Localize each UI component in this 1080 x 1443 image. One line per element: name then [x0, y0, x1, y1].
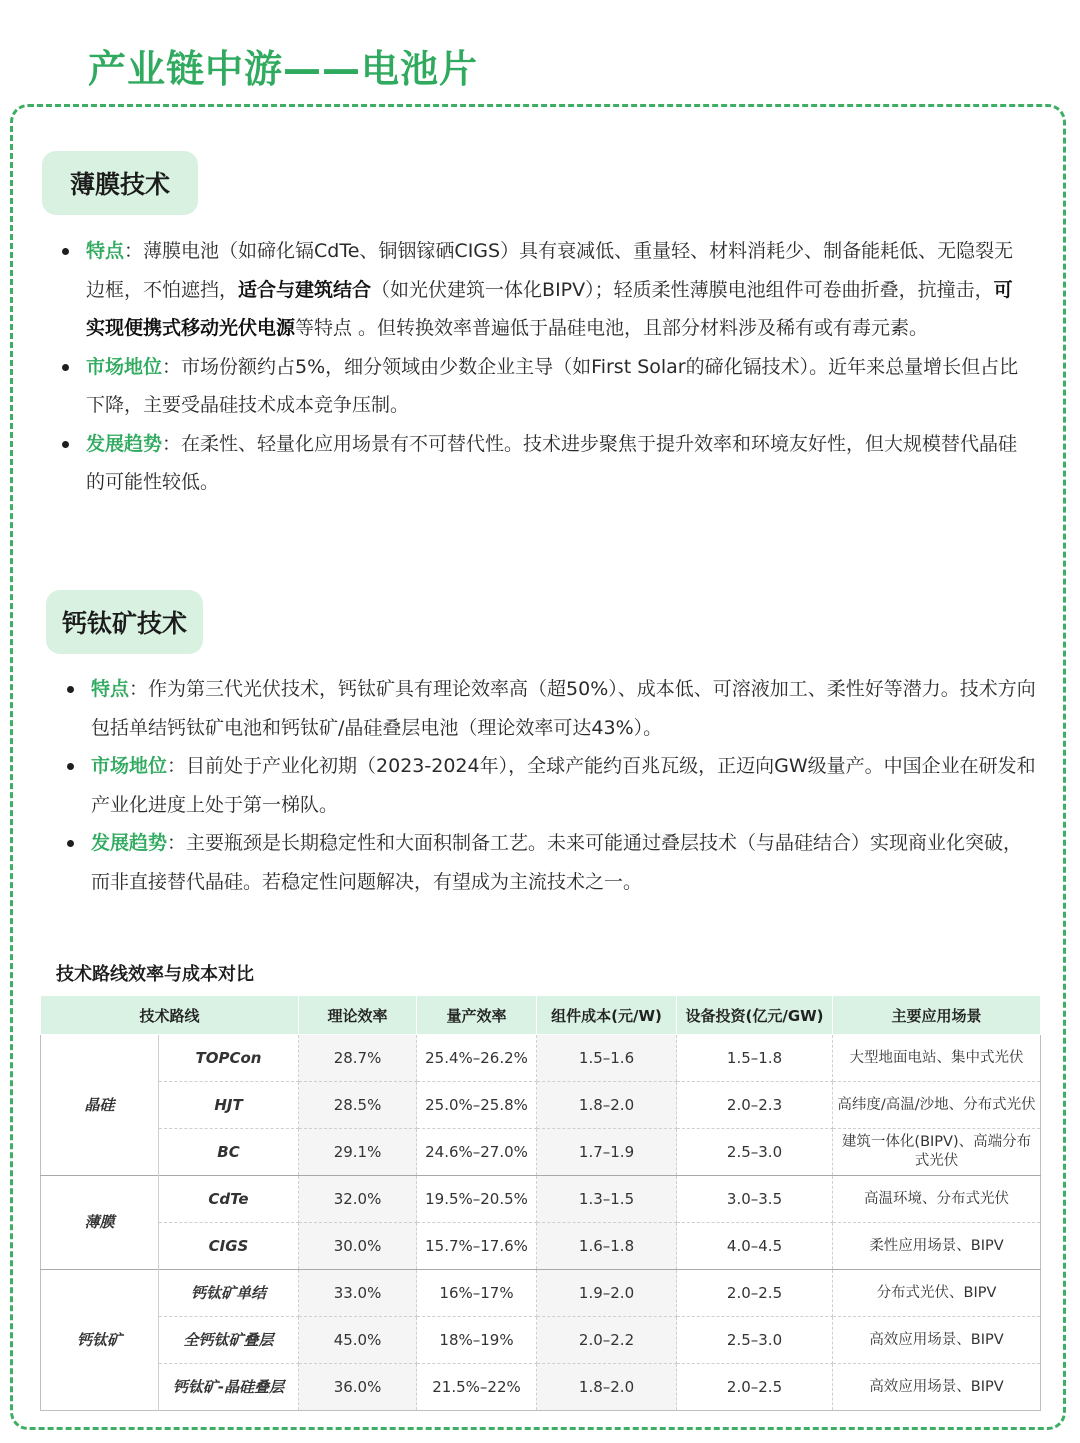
bullet-text: 目前处于产业化初期（2023-2024年），全球产能约百兆瓦级，正迈向GW级量产。中国企业在研发和产业化进度上处于第一梯队。	[91, 755, 1036, 816]
module-cost-cell: 1.3–1.5	[537, 1176, 677, 1223]
production-efficiency-cell: 18%–19%	[417, 1317, 537, 1364]
bullet-emphasis: 适合与建筑结合	[238, 278, 372, 301]
table-title: 技术路线效率与成本对比	[56, 964, 254, 985]
bullet-text: 作为第三代光伏技术，钙钛矿具有理论效率高（超50%）、成本低、可溶液加工、柔性好等潜力。技术方向包括单结钙钛矿电池和钙钛矿/晶硅叠层电池（理论效率可达43%）。	[91, 678, 1036, 739]
production-efficiency-cell: 16%–17%	[417, 1270, 537, 1317]
route-cell: 钙钛矿-晶硅叠层	[159, 1364, 299, 1411]
table-header-row	[41, 996, 1041, 1035]
module-cost-cell: 1.9–2.0	[537, 1270, 677, 1317]
header-production-efficiency: 量产效率	[417, 996, 537, 1035]
scenario-cell: 高效应用场景、BIPV	[833, 1364, 1041, 1411]
table-row	[41, 1364, 1041, 1411]
equipment-investment-cell: 1.5–1.8	[677, 1035, 833, 1082]
route-cell: BC	[159, 1129, 299, 1176]
equipment-investment-cell: 2.0–2.3	[677, 1082, 833, 1129]
equipment-investment-cell: 2.0–2.5	[677, 1270, 833, 1317]
production-efficiency-cell: 24.6%–27.0%	[417, 1129, 537, 1176]
theoretical-efficiency-cell: 29.1%	[299, 1129, 417, 1176]
bullet-text: 等特点 。但转换效率普遍低于晶硅电池，且部分材料涉及稀有或有毒元素。	[295, 317, 929, 339]
bullet-item: 特点：薄膜电池（如碲化镉CdTe、铜铟镓硒CIGS）具有衰减低、重量轻、材料消耗少、制备能耗低、无隐裂无边框，不怕遮挡，适合与建筑结合（如光伏建筑一体化BIPV）；轻质柔性薄膜电池组件可卷曲折叠，抗撞击，可实现便携式移动光伏电源等特点 。但转换效率普遍低于晶硅电池，且部分材料涉及稀有或有毒元素。	[62, 232, 1024, 348]
scenario-cell: 高效应用场景、BIPV	[833, 1317, 1041, 1364]
group-cell: 钙钛矿	[41, 1270, 159, 1411]
module-cost-cell: 2.0–2.2	[537, 1317, 677, 1364]
bullet-text: 薄膜电池（如碲化镉CdTe、铜铟镓硒CIGS）具有衰减低、重量轻、材料消耗少、制备能耗低、无隐裂无边框，不怕遮挡，	[86, 240, 1014, 301]
theoretical-efficiency-cell: 33.0%	[299, 1270, 417, 1317]
bullet-label: 特点	[86, 240, 125, 262]
bullet-text: （如光伏建筑一体化BIPV）；轻质柔性薄膜电池组件可卷曲折叠，抗撞击，	[371, 278, 994, 301]
module-cost-cell: 1.5–1.6	[537, 1035, 677, 1082]
production-efficiency-cell: 15.7%–17.6%	[417, 1223, 537, 1270]
bullet-label: 发展趋势	[86, 432, 163, 455]
equipment-investment-cell: 2.0–2.5	[677, 1364, 833, 1411]
group-cell: 晶硅	[41, 1035, 159, 1176]
theoretical-efficiency-cell: 36.0%	[299, 1364, 417, 1411]
equipment-investment-cell: 2.5–3.0	[677, 1317, 833, 1364]
header-equipment-investment: 设备投资(亿元/GW)	[677, 996, 833, 1035]
theoretical-efficiency-cell: 30.0%	[299, 1223, 417, 1270]
theoretical-efficiency-cell: 28.7%	[299, 1035, 417, 1082]
table-row	[41, 1176, 1041, 1223]
header-route: 技术路线	[41, 996, 299, 1035]
equipment-investment-cell: 3.0–3.5	[677, 1176, 833, 1223]
production-efficiency-cell: 25.4%–26.2%	[417, 1035, 537, 1082]
group-cell: 薄膜	[41, 1176, 159, 1270]
bullet-text: 市场份额约占5%，细分领域由少数企业主导（如First Solar的碲化镉技术）。近年来总量增长但占比下降，主要受晶硅技术成本竞争压制。	[86, 355, 1019, 416]
route-cell: CIGS	[159, 1223, 299, 1270]
production-efficiency-cell: 21.5%–22%	[417, 1364, 537, 1411]
theoretical-efficiency-cell: 45.0%	[299, 1317, 417, 1364]
bullet-item: 特点：作为第三代光伏技术，钙钛矿具有理论效率高（超50%）、成本低、可溶液加工、柔性好等潜力。技术方向包括单结钙钛矿电池和钙钛矿/晶硅叠层电池（理论效率可达43%）。	[67, 670, 1037, 747]
equipment-investment-cell: 2.5–3.0	[677, 1129, 833, 1176]
route-cell: 钙钛矿单结	[159, 1270, 299, 1317]
table-row	[41, 1129, 1041, 1176]
route-cell: 全钙钛矿叠层	[159, 1317, 299, 1364]
bullet-text: 在柔性、轻量化应用场景有不可替代性。技术进步聚焦于提升效率和环境友好性，但大规模替代晶硅的可能性较低。	[86, 432, 1018, 493]
equipment-investment-cell: 4.0–4.5	[677, 1223, 833, 1270]
section-tag-perovskite: 钙钛矿技术	[46, 590, 203, 654]
bullet-item: 市场地位：市场份额约占5%，细分领域由少数企业主导（如First Solar的碲化镉技术）。近年来总量增长但占比下降，主要受晶硅技术成本竞争压制。	[62, 348, 1024, 425]
table-row	[41, 1035, 1041, 1082]
page-title: 产业链中游——电池片	[88, 47, 479, 91]
bullet-item: 市场地位：目前处于产业化初期（2023-2024年），全球产能约百兆瓦级，正迈向GW级量产。中国企业在研发和产业化进度上处于第一梯队。	[67, 747, 1037, 824]
bullet-label: 特点	[91, 678, 130, 700]
bullet-label: 市场地位	[86, 355, 163, 378]
header-application-scenario: 主要应用场景	[833, 996, 1041, 1035]
bullet-emphasis: 可实现便携式移动光伏电源	[86, 278, 1013, 339]
module-cost-cell: 1.8–2.0	[537, 1364, 677, 1411]
section-tag-thin-film: 薄膜技术	[42, 151, 198, 215]
module-cost-cell: 1.7–1.9	[537, 1129, 677, 1176]
route-cell: TOPCon	[159, 1035, 299, 1082]
scenario-cell: 柔性应用场景、BIPV	[833, 1223, 1041, 1270]
thin-film-bullet-list	[62, 232, 1024, 502]
route-cell: CdTe	[159, 1176, 299, 1223]
theoretical-efficiency-cell: 32.0%	[299, 1176, 417, 1223]
production-efficiency-cell: 25.0%–25.8%	[417, 1082, 537, 1129]
perovskite-bullet-list	[67, 670, 1037, 901]
header-theoretical-efficiency: 理论效率	[299, 996, 417, 1035]
table-row	[41, 1223, 1041, 1270]
module-cost-cell: 1.8–2.0	[537, 1082, 677, 1129]
scenario-cell: 分布式光伏、BIPV	[833, 1270, 1041, 1317]
table-row	[41, 1270, 1041, 1317]
scenario-cell: 建筑一体化(BIPV)、高端分布式光伏	[833, 1129, 1041, 1176]
table-row	[41, 1082, 1041, 1129]
table-row	[41, 1317, 1041, 1364]
bullet-item: 发展趋势：主要瓶颈是长期稳定性和大面积制备工艺。未来可能通过叠层技术（与晶硅结合）实现商业化突破，而非直接替代晶硅。若稳定性问题解决，有望成为主流技术之一。	[67, 824, 1037, 901]
scenario-cell: 高纬度/高温/沙地、分布式光伏	[833, 1082, 1041, 1129]
route-cell: HJT	[159, 1082, 299, 1129]
module-cost-cell: 1.6–1.8	[537, 1223, 677, 1270]
bullet-label: 市场地位	[91, 755, 168, 777]
header-module-cost: 组件成本(元/W)	[537, 996, 677, 1035]
bullet-item: 发展趋势：在柔性、轻量化应用场景有不可替代性。技术进步聚焦于提升效率和环境友好性，但大规模替代晶硅的可能性较低。	[62, 425, 1024, 502]
scenario-cell: 高温环境、分布式光伏	[833, 1176, 1041, 1223]
theoretical-efficiency-cell: 28.5%	[299, 1082, 417, 1129]
comparison-table	[40, 995, 1041, 1411]
bullet-text: 主要瓶颈是长期稳定性和大面积制备工艺。未来可能通过叠层技术（与晶硅结合）实现商业化突破，而非直接替代晶硅。若稳定性问题解决，有望成为主流技术之一。	[91, 832, 1023, 893]
production-efficiency-cell: 19.5%–20.5%	[417, 1176, 537, 1223]
bullet-label: 发展趋势	[91, 832, 168, 854]
scenario-cell: 大型地面电站、集中式光伏	[833, 1035, 1041, 1082]
